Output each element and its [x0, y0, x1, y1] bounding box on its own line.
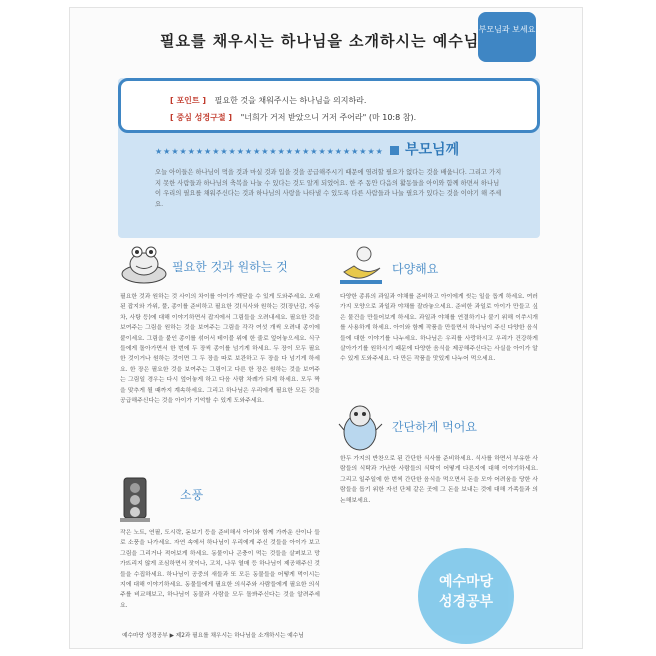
traffic-light-illustration-icon — [118, 476, 152, 524]
brand-stamp-line1: 예수마당 — [438, 574, 494, 590]
point-text: 필요한 것을 채워주시는 하나님을 의지하라. — [214, 96, 367, 105]
parents-heading-text: 부모님께 — [405, 142, 460, 158]
section-needs-title: 필요한 것과 원하는 것 — [172, 260, 288, 274]
page-footer: 예수마당 성경공부 ▶ 제2과 필요를 채우시는 하나님을 소개하시는 예수님 — [122, 633, 304, 639]
point-label: [ 포인트 ] — [170, 96, 207, 105]
brand-stamp — [418, 548, 514, 644]
section-variety-body: 다양한 종류의 과일과 야채를 준비하고 아이에게 씻는 일을 돕게 하세요. 여러 가지 모양으로 과일과 야채를 잘라놓으세요. 준비한 과일로 아이가 만들고 싶은 물건을 만들어보게 하세요. 과일과 야채를 연결하기나 붙기 위해 이쑤시개를 사용하게 하세요. 아이와 함께 작품을 만들면서 하나님이 주신 다양한 음식들에 대한 이야기를 나누세요. 하나님은 우리를 사랑하시고 우리가 건강하게 살아가기를 원하시기 때문에 다양한 음식을 제공해주신다는 사실을 아이가 알 수 있게 도와주세요. 다 만든 작품을 맛있게 나누어 먹으세요. — [340, 294, 538, 363]
star-divider: ★★★★★★★★★★★★★★★★★★★★★★★★★★★★ — [155, 147, 384, 156]
parents-intro: 오늘 아이들은 하나님이 먹을 것과 마실 것과 입을 것을 공급해주시기 때문에 염려할 필요가 없다는 것을 배웁니다. 그리고 가지지 못한 사람들과 하나님의 축복을 나눌 수 있다는 것도 알게 되었어요. 한 주 동안 다음의 활동들을 아이와 함께 하면서 하나님이 우리의 필요를 채워주신다는 것과 하나님의 사랑을 나타낼 수 있도록 다른 사람들과 나눌 필요가 있다는 것을 이야기 해 주세요. — [155, 169, 502, 208]
page-title: 필요를 채우시는 하나님을 소개하시는 예수님 — [160, 32, 480, 50]
brand-stamp-line2: 성경공부 — [438, 594, 494, 610]
point-row — [170, 95, 366, 106]
dragon-illustration-icon — [338, 402, 384, 454]
frog-illustration-icon — [118, 240, 170, 286]
verse-row — [170, 112, 416, 123]
verse-label: [ 중심 성경구절 ] — [170, 113, 233, 122]
section-picnic-title: 소풍 — [180, 488, 204, 502]
section-simple-body: 한두 가지의 반찬으로 된 간단한 식사를 준비하세요. 식사를 하면서 부유한 사람들의 식탁과 가난한 사람들의 식탁이 어떻게 다른지에 대해 이야기하세요. 그리고 일주일에 한 번씩 간단한 음식을 먹으면서 돈을 모아 어려움을 당한 사람들을 돕기 위한 자선 단체 같은 곳에 그 돈을 보내는 것에 대해 가족들과 의논해보세요. — [340, 456, 538, 504]
verse-text: "너희가 거저 받았으니 거저 주어라" (마 10:8 참). — [240, 113, 417, 122]
section-variety-title: 다양해요 — [392, 262, 439, 276]
section-simple-title: 간단하게 먹어요 — [392, 420, 477, 434]
section-needs-body: 필요한 것과 원하는 것 사이의 차이를 아이가 깨닫을 수 있게 도와주세요. 오래된 잡지와 가위, 풀, 종이를 준비하고 필요한 것(식사와 원하는 것(장난감, 자동차, 사탕 등)에 대해 이야기하면서 잡지에서 그림들을 오려내세요. 필요한 것을 보여주는 그림을 원하는 것을 보여주는 그림을 각각 여섯 개씩 오려내 종이에 붙이세요. 그림을 붙인 종이를 섞어서 테이블 위에 한 줄로 엎어놓으세요. 식구들에게 돌아가면서 한 번에 두 장씩 종이를 넘기게 하세요. 두 장이 모두 필요한 것이거나 원하는 것이면 그 두 장을 따로 보관하고 두 장을 다 넘기게 하세요. 한 장은 필요한 것을 보여주는 그림이고 다른 한 장은 원하는 것을 보여주는 그림일 경우는 다시 엎어놓게 하고 다음 사람 차례가 되게 하세요. 모두 짝을 맞추게 될 때까지 계속하세요. 그리고 하나님은 우리에게 필요한 모든 것을 공급해주신다는 것을 아이가 기억할 수 있게 도와주세요. — [120, 294, 320, 405]
parents-heading — [390, 139, 459, 159]
banana-moon-illustration-icon — [336, 242, 386, 288]
corner-badge-text: 부모님과 보세요 — [478, 25, 536, 34]
section-picnic-body: 작은 노트, 연필, 도시락, 돋보기 등을 준비해서 아이와 함께 가까운 산이나 들로 소풍을 나가세요. 자연 속에서 하나님이 우리에게 주신 것들을 아이가 보고 그림을 그리거나 적어보게 하세요. 동물이나 곤충이 먹는 것들을 살펴보고 망가뜨리지 않게 조심하면서 잣이나, 고치, 나무 열매 등 하나님이 제공해주신 것들을 수집하세요. 하나님이 공중의 새들과 또 모든 동물들을 어떻게 먹이시는지에 대해 이야기하세요. 동물들에게 필요한 의식주와 사람들에게 필요한 의식주를 비교해보고, 하나님이 동물과 사람을 모두 돌봐주신다는 것을 알려주세요. — [120, 530, 320, 609]
page-title-area — [160, 30, 500, 58]
square-bullet-icon — [390, 146, 399, 155]
